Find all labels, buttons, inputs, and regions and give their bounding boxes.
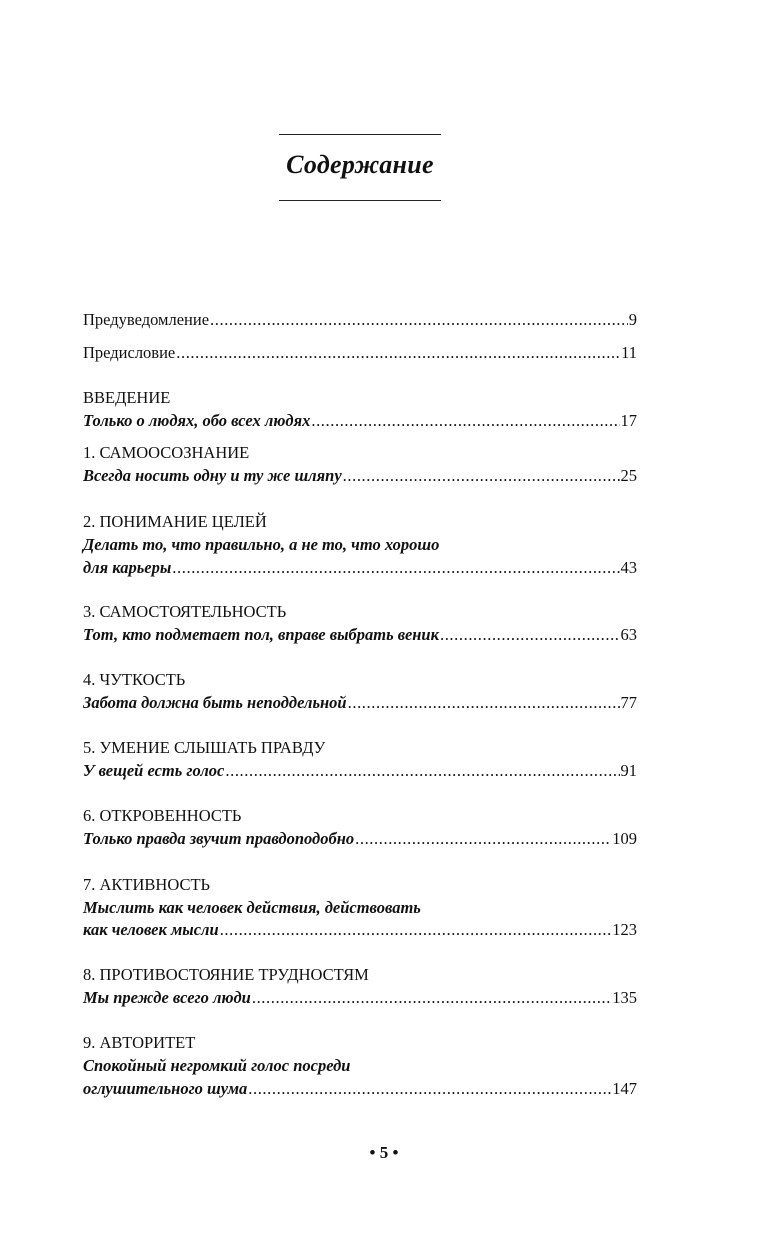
toc-page-number: 25 <box>620 466 637 485</box>
toc-entry-subtitle: Забота должна быть неподдельной <box>83 693 347 712</box>
toc-entry-subtitle-line: Делать то, что правильно, а не то, что хорошо <box>83 535 440 554</box>
toc-entry-chapter-9[interactable] <box>83 1079 637 1099</box>
toc-entry-chapter-3[interactable] <box>83 625 637 645</box>
leader-dots <box>355 829 611 849</box>
toc-entry-subtitle: Мы прежде всего люди <box>83 988 251 1007</box>
leader-dots <box>348 693 620 713</box>
chapter-heading: 6. ОТКРОВЕННОСТЬ <box>83 806 242 825</box>
toc-entry-chapter-7[interactable] <box>83 920 637 940</box>
chapter-heading: 7. АКТИВНОСТЬ <box>83 875 211 894</box>
page-folio: • 5 • <box>369 1143 399 1162</box>
toc-entry-subtitle: для карьеры <box>83 558 172 577</box>
toc-entry-subtitle: Только правда звучит правдоподобно <box>83 829 355 848</box>
toc-entry-subtitle: Всегда носить одну и ту же шляпу <box>83 466 342 485</box>
toc-entry-subtitle-line: Спокойный негромкий голос посреди <box>83 1056 351 1075</box>
toc-page-number: 109 <box>612 829 637 848</box>
toc-entry-introduction[interactable] <box>83 411 637 431</box>
title-rule-top <box>279 134 441 135</box>
chapter-heading: 3. САМОСТОЯТЕЛЬНОСТЬ <box>83 602 287 621</box>
toc-entry-chapter-8[interactable] <box>83 988 637 1008</box>
toc-entry-chapter-2[interactable] <box>83 558 637 578</box>
leader-dots <box>225 761 619 781</box>
leader-dots <box>343 466 620 486</box>
toc-entry-preface[interactable] <box>83 343 637 363</box>
chapter-heading: 9. АВТОРИТЕТ <box>83 1033 196 1052</box>
toc-entry-chapter-1[interactable] <box>83 466 637 486</box>
toc-page-number: 43 <box>620 558 637 577</box>
toc-entry-subtitle: оглушительного шума <box>83 1079 248 1098</box>
toc-entry-foreword-note[interactable] <box>83 310 637 330</box>
toc-entry-subtitle: Тот, кто подметает пол, вправе выбрать веник <box>83 625 439 644</box>
leader-dots <box>220 920 612 940</box>
toc-page-number: 91 <box>620 761 637 780</box>
leader-dots <box>176 343 620 363</box>
leader-dots <box>252 988 611 1008</box>
toc-page-number: 135 <box>612 988 637 1007</box>
leader-dots <box>440 625 620 645</box>
chapter-heading: 2. ПОНИМАНИЕ ЦЕЛЕЙ <box>83 512 267 531</box>
toc-page-number: 63 <box>620 625 637 644</box>
chapter-heading: 1. САМООСОЗНАНИЕ <box>83 443 250 462</box>
toc-entry-subtitle: Только о людях, обо всех людях <box>83 411 311 430</box>
chapter-heading: 5. УМЕНИЕ СЛЫШАТЬ ПРАВДУ <box>83 738 326 757</box>
leader-dots <box>210 310 628 330</box>
toc-page-number: 123 <box>612 920 637 939</box>
page-title: Содержание <box>286 150 434 179</box>
leader-dots <box>172 558 619 578</box>
toc-page-number: 17 <box>620 411 637 430</box>
section-heading-introduction: ВВЕДЕНИЕ <box>83 388 171 407</box>
toc-entry-subtitle: У вещей есть голос <box>83 761 225 780</box>
toc-entry-chapter-4[interactable] <box>83 693 637 713</box>
toc-entry-chapter-6[interactable] <box>83 829 637 849</box>
toc-page-number: 11 <box>621 343 637 362</box>
chapter-heading: 8. ПРОТИВОСТОЯНИЕ ТРУДНОСТЯМ <box>83 965 369 984</box>
toc-page-number: 77 <box>620 693 637 712</box>
toc-entry-title: Предисловие <box>83 343 176 362</box>
toc-entry-chapter-5[interactable] <box>83 761 637 781</box>
toc-page-number: 9 <box>628 310 637 329</box>
leader-dots <box>248 1079 611 1099</box>
chapter-heading: 4. ЧУТКОСТЬ <box>83 670 186 689</box>
toc-entry-subtitle-line: Мыслить как человек действия, действовать <box>83 898 421 917</box>
toc-page-number: 147 <box>612 1079 637 1098</box>
leader-dots <box>311 411 619 431</box>
title-rule-bottom <box>279 200 441 201</box>
toc-entry-subtitle: как человек мысли <box>83 920 219 939</box>
toc-entry-title: Предуведомление <box>83 310 210 329</box>
